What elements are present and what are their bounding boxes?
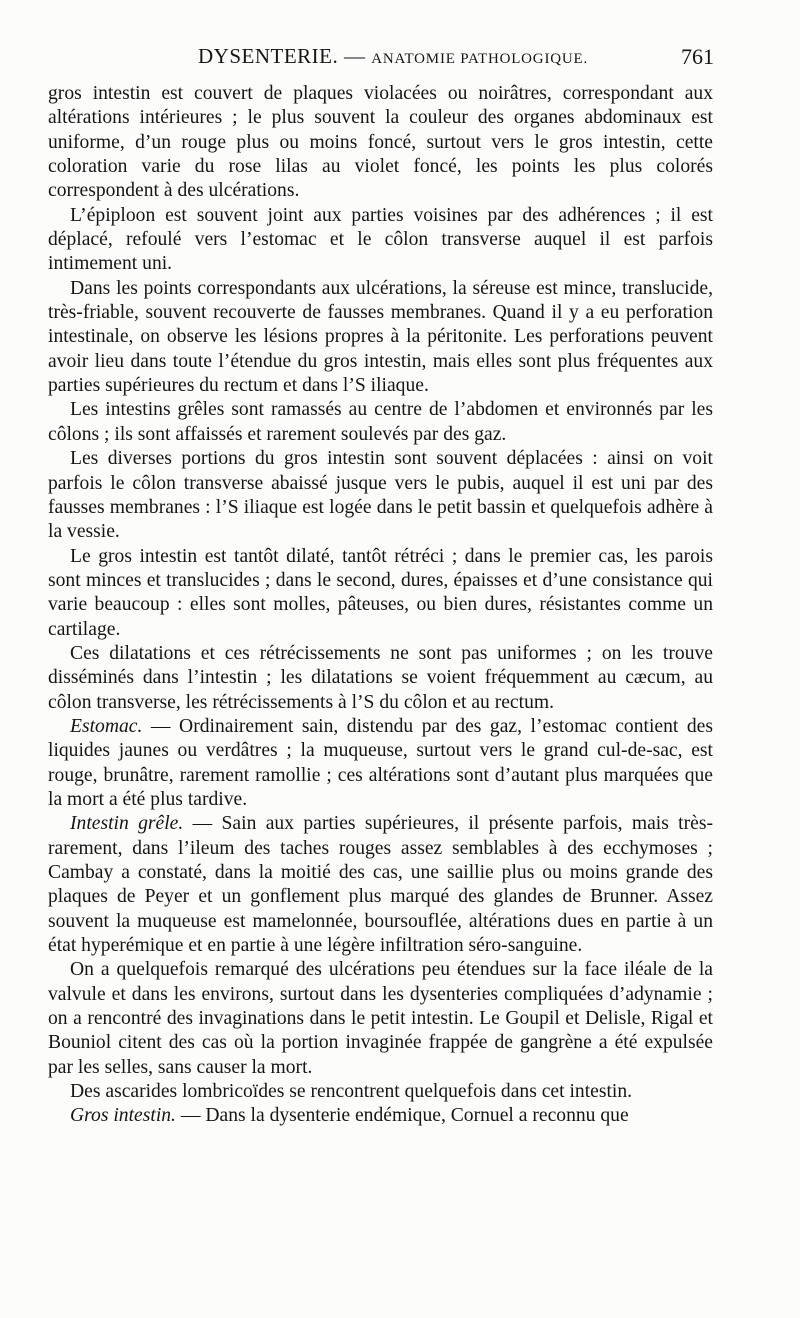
paragraph-7 <box>48 642 713 715</box>
paragraph-6 <box>48 545 713 642</box>
paragraph-text: Ces dilatations et ces rétrécissements ne sont pas uniformes ; on les trouve disséminés dans l’intestin ; les dilatations se voient fréquemment au cæcum, au côlon transverse, les rétrécissements à l’S du côlon et au rectum. <box>48 642 713 713</box>
paragraph-text: — Ordinairement sain, distendu par des gaz, l’estomac contient des liquides jaunes ou verdâtres ; la muqueuse, surtout vers le grand cul-de-sac, est rouge, brunâtre, rarement ramollie ; ces altérations sont d’autant plus marquées que la mort a été plus tardive. <box>48 715 713 810</box>
paragraph-text: gros intestin est couvert de plaques violacées ou noirâtres, correspondant aux altérations intérieures ; le plus souvent la couleur des organes abdominaux est uniforme, d’un rouge plus ou moins foncé, surtout vers le gros intestin, cette coloration varie du rose lilas au violet foncé, les points les plus colorés correspondent à des ulcérations. <box>48 83 713 202</box>
paragraph-text: L’épiploon est souvent joint aux parties voisines par des adhérences ; il est déplacé, refoulé vers l’estomac et le côlon transverse auquel il est parfois intimement uni. <box>48 204 713 275</box>
paragraph-text: On a quelquefois remarqué des ulcérations peu étendues sur la face iléale de la valvule et dans les environs, surtout dans les dysenteries compliquées d’adynamie ; on a rencontré des invaginations dans le petit intestin. Le Goupil et Delisle, Rigal et Bouniol citent des cas où la portion invaginée frappée de gangrène a été expulsée par les selles, sans causer la mort. <box>48 959 713 1078</box>
paragraph-text: Les intestins grêles sont ramassés au centre de l’abdomen et environnés par les côlons ; ils sont affaissés et rarement soulevés par des gaz. <box>48 399 713 445</box>
paragraph-text: Le gros intestin est tantôt dilaté, tantôt rétréci ; dans le premier cas, les parois sont minces et translucides ; dans le second, dures, épaisses et d’une consistance qui varie beaucoup : elles sont molles, pâteuses, ou bien dures, résistantes comme un cartilage. <box>48 545 713 640</box>
paragraph-text: Dans les points correspondants aux ulcérations, la séreuse est mince, translucide, très-friable, souvent recouverte de fausses membranes. Quand il y a eu perforation intestinale, on observe les lésions propres à la péritonite. Les perforations peuvent avoir lieu dans toute l’étendue du gros intestin, mais elles sont plus fréquentes aux parties supérieures du rectum et dans l’S iliaque. <box>48 277 713 397</box>
paragraph-12 <box>48 1104 713 1128</box>
paragraph-11 <box>48 1080 713 1104</box>
title-dash: — <box>344 44 366 68</box>
paragraph-8 <box>48 715 713 812</box>
paragraph-2 <box>48 204 713 277</box>
chapter-title: DYSENTERIE. <box>198 44 339 68</box>
paragraph-text: Des ascarides lombricoïdes se rencontrent quelquefois dans cet intestin. <box>70 1081 633 1103</box>
paragraph-text: Les diverses portions du gros intestin sont souvent déplacées : ainsi on voit parfois le côlon transverse abaissé jusque vers le pubis, auquel il est uni par des fausses membranes : l’S iliaque est logée dans le petit bassin et quelquefois adhère à la vessie. <box>48 448 713 543</box>
paragraph-text: — Sain aux parties supérieures, il présente parfois, mais très-rarement, dans l’ileum des taches rouges assez semblables à des ecchymoses ; Cambay a constaté, dans la moitié des cas, une saillie plus ou moins grande des plaques de Peyer et un gonflement plus marqué des glandes de Brunner. Assez souvent la muqueuse est mamelonnée, boursouflée, altérations dues en partie à un état hyperémique et en partie à une légère infiltration séro-sanguine. <box>48 813 713 957</box>
running-header <box>48 44 714 74</box>
body-text <box>48 82 713 1129</box>
paragraph-5 <box>48 447 713 544</box>
running-title <box>198 44 588 69</box>
paragraph-text: — Dans la dysenterie endémique, Cornuel a reconnu que <box>175 1105 629 1127</box>
paragraph-3 <box>48 277 713 399</box>
section-lead-gros-intestin: Gros intestin. <box>70 1105 176 1127</box>
section-subtitle: ANATOMIE PATHOLOGIQUE. <box>371 51 589 67</box>
paragraph-9 <box>48 812 713 958</box>
page-number: 761 <box>681 44 714 69</box>
section-lead-intestin-grele: Intestin grêle. <box>70 813 184 835</box>
paragraph-1 <box>48 82 713 204</box>
paragraph-10 <box>48 958 713 1080</box>
paragraph-4 <box>48 398 713 447</box>
section-lead-estomac: Estomac. <box>70 715 143 737</box>
